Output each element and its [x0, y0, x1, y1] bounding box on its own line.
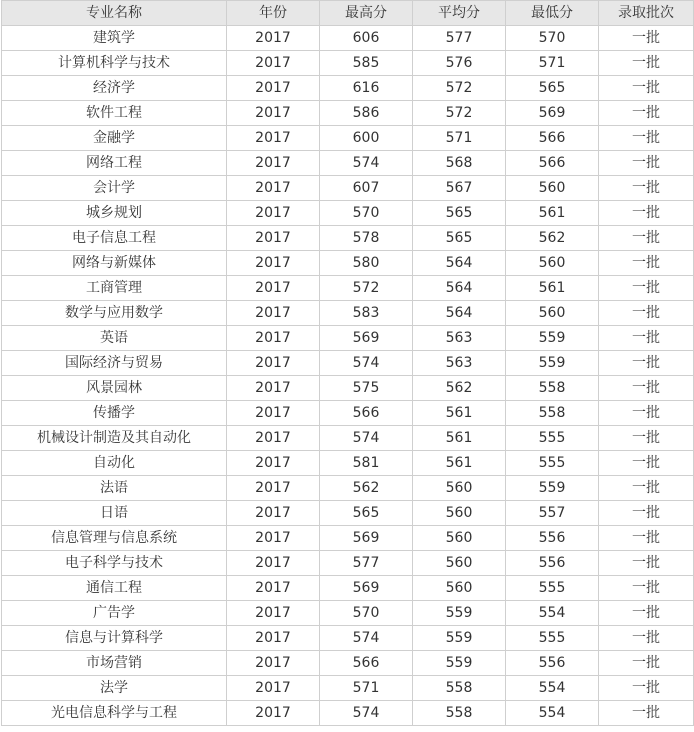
- cell-year: 2017: [227, 501, 320, 526]
- cell-min-score: 571: [506, 51, 599, 76]
- cell-year: 2017: [227, 476, 320, 501]
- table-row: [2, 626, 694, 651]
- cell-major: 光电信息科学与工程: [2, 701, 227, 726]
- cell-avg-score: 564: [413, 301, 506, 326]
- table-row: [2, 526, 694, 551]
- cell-major: 网络工程: [2, 151, 227, 176]
- cell-min-score: 562: [506, 226, 599, 251]
- cell-major: 日语: [2, 501, 227, 526]
- table-row: [2, 151, 694, 176]
- cell-min-score: 566: [506, 151, 599, 176]
- cell-avg-score: 565: [413, 226, 506, 251]
- cell-min-score: 555: [506, 626, 599, 651]
- cell-batch: 一批: [599, 276, 694, 301]
- cell-min-score: 558: [506, 376, 599, 401]
- cell-max-score: 586: [320, 101, 413, 126]
- table-row: [2, 501, 694, 526]
- table-row: [2, 351, 694, 376]
- cell-avg-score: 564: [413, 276, 506, 301]
- cell-year: 2017: [227, 201, 320, 226]
- cell-min-score: 570: [506, 26, 599, 51]
- cell-max-score: 574: [320, 701, 413, 726]
- cell-min-score: 559: [506, 351, 599, 376]
- cell-min-score: 561: [506, 276, 599, 301]
- cell-major: 国际经济与贸易: [2, 351, 227, 376]
- cell-max-score: 583: [320, 301, 413, 326]
- cell-avg-score: 559: [413, 601, 506, 626]
- cell-avg-score: 558: [413, 676, 506, 701]
- cell-major: 广告学: [2, 601, 227, 626]
- table-row: [2, 251, 694, 276]
- cell-year: 2017: [227, 226, 320, 251]
- cell-batch: 一批: [599, 401, 694, 426]
- cell-max-score: 571: [320, 676, 413, 701]
- cell-year: 2017: [227, 601, 320, 626]
- cell-avg-score: 572: [413, 101, 506, 126]
- cell-avg-score: 563: [413, 326, 506, 351]
- table-row: [2, 676, 694, 701]
- cell-batch: 一批: [599, 126, 694, 151]
- cell-batch: 一批: [599, 176, 694, 201]
- cell-year: 2017: [227, 526, 320, 551]
- cell-major: 市场营销: [2, 651, 227, 676]
- cell-avg-score: 561: [413, 451, 506, 476]
- cell-max-score: 569: [320, 526, 413, 551]
- cell-min-score: 557: [506, 501, 599, 526]
- cell-avg-score: 577: [413, 26, 506, 51]
- cell-year: 2017: [227, 351, 320, 376]
- cell-max-score: 574: [320, 426, 413, 451]
- cell-max-score: 569: [320, 326, 413, 351]
- cell-min-score: 569: [506, 101, 599, 126]
- cell-min-score: 555: [506, 576, 599, 601]
- cell-year: 2017: [227, 426, 320, 451]
- cell-year: 2017: [227, 626, 320, 651]
- cell-avg-score: 563: [413, 351, 506, 376]
- cell-min-score: 566: [506, 126, 599, 151]
- cell-max-score: 580: [320, 251, 413, 276]
- table-row: [2, 301, 694, 326]
- cell-major: 法语: [2, 476, 227, 501]
- cell-batch: 一批: [599, 701, 694, 726]
- table-row: [2, 226, 694, 251]
- cell-year: 2017: [227, 401, 320, 426]
- cell-major: 自动化: [2, 451, 227, 476]
- cell-year: 2017: [227, 376, 320, 401]
- cell-major: 英语: [2, 326, 227, 351]
- cell-max-score: 606: [320, 26, 413, 51]
- cell-year: 2017: [227, 101, 320, 126]
- cell-max-score: 562: [320, 476, 413, 501]
- cell-max-score: 578: [320, 226, 413, 251]
- cell-year: 2017: [227, 676, 320, 701]
- cell-min-score: 558: [506, 401, 599, 426]
- cell-max-score: 569: [320, 576, 413, 601]
- cell-max-score: 585: [320, 51, 413, 76]
- cell-batch: 一批: [599, 351, 694, 376]
- cell-major: 建筑学: [2, 26, 227, 51]
- header-avg-score: 平均分: [413, 1, 506, 26]
- cell-max-score: 600: [320, 126, 413, 151]
- cell-min-score: 554: [506, 701, 599, 726]
- cell-major: 机械设计制造及其自动化: [2, 426, 227, 451]
- table-row: [2, 51, 694, 76]
- cell-major: 数学与应用数学: [2, 301, 227, 326]
- cell-max-score: 577: [320, 551, 413, 576]
- cell-min-score: 554: [506, 676, 599, 701]
- cell-major: 电子信息工程: [2, 226, 227, 251]
- cell-batch: 一批: [599, 576, 694, 601]
- header-batch: 录取批次: [599, 1, 694, 26]
- table-row: [2, 426, 694, 451]
- cell-max-score: 574: [320, 151, 413, 176]
- cell-batch: 一批: [599, 26, 694, 51]
- cell-avg-score: 576: [413, 51, 506, 76]
- cell-year: 2017: [227, 26, 320, 51]
- cell-min-score: 565: [506, 76, 599, 101]
- cell-major: 法学: [2, 676, 227, 701]
- cell-year: 2017: [227, 276, 320, 301]
- cell-batch: 一批: [599, 551, 694, 576]
- cell-batch: 一批: [599, 651, 694, 676]
- cell-avg-score: 562: [413, 376, 506, 401]
- cell-max-score: 565: [320, 501, 413, 526]
- cell-min-score: 555: [506, 451, 599, 476]
- cell-min-score: 555: [506, 426, 599, 451]
- cell-major: 传播学: [2, 401, 227, 426]
- table-row: [2, 401, 694, 426]
- table-row: [2, 126, 694, 151]
- cell-batch: 一批: [599, 501, 694, 526]
- cell-batch: 一批: [599, 151, 694, 176]
- table-row: [2, 551, 694, 576]
- table-body: [2, 26, 694, 726]
- cell-year: 2017: [227, 551, 320, 576]
- cell-batch: 一批: [599, 526, 694, 551]
- cell-avg-score: 568: [413, 151, 506, 176]
- cell-min-score: 556: [506, 526, 599, 551]
- cell-avg-score: 567: [413, 176, 506, 201]
- cell-avg-score: 564: [413, 251, 506, 276]
- cell-year: 2017: [227, 76, 320, 101]
- table-row: [2, 451, 694, 476]
- cell-major: 城乡规划: [2, 201, 227, 226]
- cell-major: 网络与新媒体: [2, 251, 227, 276]
- table-row: [2, 76, 694, 101]
- cell-batch: 一批: [599, 76, 694, 101]
- cell-min-score: 560: [506, 251, 599, 276]
- table-row: [2, 26, 694, 51]
- cell-max-score: 566: [320, 651, 413, 676]
- table-row: [2, 326, 694, 351]
- table-row: [2, 101, 694, 126]
- table-row: [2, 276, 694, 301]
- cell-year: 2017: [227, 326, 320, 351]
- admission-scores-table: [1, 0, 694, 726]
- cell-major: 风景园林: [2, 376, 227, 401]
- cell-major: 会计学: [2, 176, 227, 201]
- cell-batch: 一批: [599, 201, 694, 226]
- cell-batch: 一批: [599, 676, 694, 701]
- cell-year: 2017: [227, 576, 320, 601]
- cell-major: 工商管理: [2, 276, 227, 301]
- cell-avg-score: 560: [413, 501, 506, 526]
- cell-major: 电子科学与技术: [2, 551, 227, 576]
- cell-year: 2017: [227, 451, 320, 476]
- header-max-score: 最高分: [320, 1, 413, 26]
- cell-batch: 一批: [599, 101, 694, 126]
- cell-avg-score: 561: [413, 426, 506, 451]
- cell-year: 2017: [227, 301, 320, 326]
- cell-avg-score: 571: [413, 126, 506, 151]
- cell-min-score: 561: [506, 201, 599, 226]
- cell-max-score: 570: [320, 201, 413, 226]
- cell-major: 通信工程: [2, 576, 227, 601]
- table-row: [2, 601, 694, 626]
- cell-batch: 一批: [599, 51, 694, 76]
- cell-batch: 一批: [599, 626, 694, 651]
- header-year: 年份: [227, 1, 320, 26]
- cell-max-score: 566: [320, 401, 413, 426]
- cell-avg-score: 561: [413, 401, 506, 426]
- cell-min-score: 560: [506, 176, 599, 201]
- header-row: [2, 1, 694, 26]
- cell-major: 信息与计算科学: [2, 626, 227, 651]
- table-row: [2, 201, 694, 226]
- cell-avg-score: 560: [413, 551, 506, 576]
- cell-max-score: 581: [320, 451, 413, 476]
- header-min-score: 最低分: [506, 1, 599, 26]
- cell-year: 2017: [227, 51, 320, 76]
- cell-avg-score: 560: [413, 526, 506, 551]
- cell-major: 金融学: [2, 126, 227, 151]
- cell-min-score: 556: [506, 651, 599, 676]
- cell-batch: 一批: [599, 326, 694, 351]
- table-row: [2, 176, 694, 201]
- cell-batch: 一批: [599, 226, 694, 251]
- cell-min-score: 556: [506, 551, 599, 576]
- table-row: [2, 651, 694, 676]
- cell-max-score: 572: [320, 276, 413, 301]
- cell-avg-score: 572: [413, 76, 506, 101]
- table-row: [2, 576, 694, 601]
- cell-major: 计算机科学与技术: [2, 51, 227, 76]
- cell-max-score: 575: [320, 376, 413, 401]
- cell-min-score: 559: [506, 326, 599, 351]
- cell-year: 2017: [227, 176, 320, 201]
- cell-batch: 一批: [599, 251, 694, 276]
- cell-avg-score: 559: [413, 651, 506, 676]
- cell-year: 2017: [227, 151, 320, 176]
- cell-min-score: 559: [506, 476, 599, 501]
- cell-year: 2017: [227, 251, 320, 276]
- cell-batch: 一批: [599, 376, 694, 401]
- cell-max-score: 616: [320, 76, 413, 101]
- table-row: [2, 376, 694, 401]
- cell-year: 2017: [227, 651, 320, 676]
- cell-min-score: 560: [506, 301, 599, 326]
- cell-batch: 一批: [599, 301, 694, 326]
- table-row: [2, 476, 694, 501]
- cell-batch: 一批: [599, 451, 694, 476]
- cell-avg-score: 560: [413, 576, 506, 601]
- cell-avg-score: 559: [413, 626, 506, 651]
- cell-avg-score: 565: [413, 201, 506, 226]
- cell-avg-score: 558: [413, 701, 506, 726]
- cell-major: 经济学: [2, 76, 227, 101]
- cell-year: 2017: [227, 701, 320, 726]
- cell-avg-score: 560: [413, 476, 506, 501]
- cell-year: 2017: [227, 126, 320, 151]
- cell-max-score: 570: [320, 601, 413, 626]
- cell-major: 软件工程: [2, 101, 227, 126]
- table-header: [2, 1, 694, 26]
- cell-batch: 一批: [599, 601, 694, 626]
- cell-major: 信息管理与信息系统: [2, 526, 227, 551]
- cell-batch: 一批: [599, 476, 694, 501]
- cell-max-score: 574: [320, 626, 413, 651]
- cell-batch: 一批: [599, 426, 694, 451]
- header-major: 专业名称: [2, 1, 227, 26]
- cell-min-score: 554: [506, 601, 599, 626]
- cell-max-score: 607: [320, 176, 413, 201]
- table-row: [2, 701, 694, 726]
- cell-max-score: 574: [320, 351, 413, 376]
